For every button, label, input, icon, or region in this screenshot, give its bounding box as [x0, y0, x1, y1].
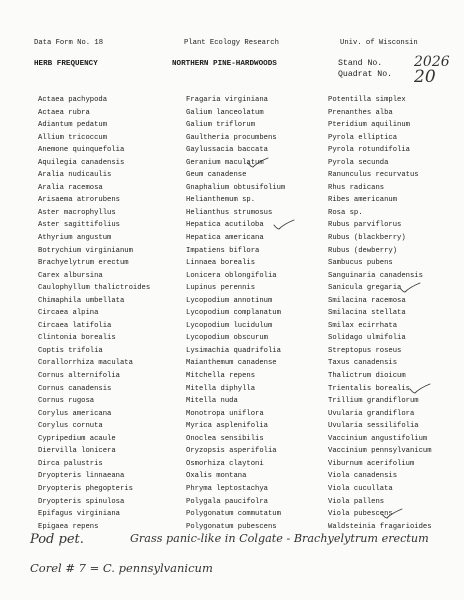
species-entry	[186, 483, 285, 496]
species-name: Ranunculus recurvatus	[328, 171, 419, 180]
species-name: Dryopteris linnaeana	[38, 472, 125, 481]
species-entry	[186, 470, 285, 483]
species-entry	[328, 270, 432, 283]
species-entry	[38, 395, 150, 408]
species-entry	[38, 433, 150, 446]
species-name: Oxalis montana	[186, 472, 247, 481]
species-name: Vaccinium angustifolium	[328, 434, 428, 443]
species-name: Uvularia sessilifolia	[328, 422, 419, 431]
species-name: Viola pubescens	[328, 510, 393, 519]
species-name: Clintonia borealis	[38, 334, 116, 343]
species-name: Aster macrophyllus	[38, 208, 116, 217]
species-name: Maianthemum canadense	[186, 359, 277, 368]
species-name: Solidago ulmifolia	[328, 334, 406, 343]
species-entry	[38, 458, 150, 471]
species-entry	[328, 282, 432, 295]
species-entry	[38, 420, 150, 433]
species-name: Uvularia grandiflora	[328, 409, 415, 418]
species-entry	[328, 445, 432, 458]
species-name: Epigaea repens	[38, 522, 99, 531]
species-name: Aquilegia canadensis	[38, 158, 125, 167]
species-name: Rosa sp.	[328, 208, 363, 217]
species-entry	[328, 332, 432, 345]
species-entry	[186, 508, 285, 521]
species-name: Ribes americanum	[328, 196, 398, 205]
species-entry	[186, 270, 285, 283]
species-name: Waldsteinia fragarioides	[328, 522, 432, 531]
stand-label: Stand No.	[338, 59, 383, 68]
species-name: Gaultheria procumbens	[186, 133, 277, 142]
species-name: Mitella nuda	[186, 397, 238, 406]
species-name: Pyrola secunda	[328, 158, 389, 167]
species-name: Streptopus roseus	[328, 346, 402, 355]
species-name: Polygonatum pubescens	[186, 522, 277, 531]
species-entry	[38, 357, 150, 370]
species-entry	[38, 270, 150, 283]
species-name: Aster sagittifolius	[38, 221, 120, 230]
species-entry	[38, 445, 150, 458]
species-name: Dryopteris phegopteris	[38, 484, 133, 493]
species-entry	[186, 420, 285, 433]
species-name: Brachyelytrum erectum	[38, 259, 129, 268]
species-entry	[186, 345, 285, 358]
species-entry	[328, 383, 432, 396]
species-name: Circaea alpina	[38, 309, 99, 318]
species-entry	[38, 207, 150, 220]
species-entry	[38, 169, 150, 182]
species-entry	[186, 332, 285, 345]
species-name: Cypripedium acaule	[38, 434, 116, 443]
species-entry	[38, 408, 150, 421]
species-entry	[328, 307, 432, 320]
quadrat-number-handwritten: 20	[414, 67, 436, 87]
species-column-2	[186, 94, 285, 533]
species-name: Actaea pachypoda	[38, 96, 108, 104]
species-name: Galium lanceolatum	[186, 108, 264, 117]
organization: Plant Ecology Research	[184, 39, 279, 47]
species-name: Aralia nudicaulis	[38, 171, 112, 180]
species-entry	[186, 107, 285, 120]
species-name: Athyrium angustum	[38, 234, 112, 243]
species-name: Rhus radicans	[328, 183, 385, 192]
species-entry	[328, 458, 432, 471]
species-entry	[328, 232, 432, 245]
species-name: Coptis trifolia	[38, 346, 103, 355]
species-entry	[328, 119, 432, 132]
species-entry	[328, 219, 432, 232]
species-entry	[38, 483, 150, 496]
species-name: Gaylussacia baccata	[186, 146, 268, 155]
species-entry	[328, 470, 432, 483]
species-name: Caulophyllum thalictroides	[38, 284, 151, 293]
species-name: Anemone quinquefolia	[38, 146, 125, 155]
forest-type: NORTHERN PINE-HARDWOODS	[172, 60, 277, 68]
species-entry	[186, 307, 285, 320]
species-entry	[186, 295, 285, 308]
species-entry	[328, 107, 432, 120]
species-name: Polygonatum commutatum	[186, 510, 281, 519]
species-name: Helianthemum sp.	[186, 196, 256, 205]
species-name: Prenanthes alba	[328, 108, 393, 117]
handwritten-note-1: Pod pet.	[30, 532, 84, 547]
species-name: Allium tricoccum	[38, 133, 108, 142]
species-name: Trillium grandiflorum	[328, 397, 419, 406]
species-entry	[38, 144, 150, 157]
species-entry	[38, 257, 150, 270]
check-mark-icon	[408, 383, 432, 395]
species-entry	[186, 94, 285, 107]
species-entry	[38, 370, 150, 383]
species-name: Adiantum pedatum	[38, 121, 108, 130]
species-name: Corallorrhiza maculata	[38, 359, 133, 368]
species-name: Viola canadensis	[328, 472, 398, 481]
species-entry	[328, 357, 432, 370]
species-entry	[328, 157, 432, 170]
species-name: Corylus americana	[38, 409, 112, 418]
species-entry	[328, 182, 432, 195]
species-entry	[38, 107, 150, 120]
species-name: Linnaea borealis	[186, 259, 256, 268]
species-name: Osmorhiza claytoni	[186, 459, 264, 468]
species-entry	[328, 345, 432, 358]
species-name: Viola cucullata	[328, 484, 393, 493]
species-name: Geum canadense	[186, 171, 247, 180]
species-entry	[328, 395, 432, 408]
species-entry	[328, 508, 432, 521]
species-name: Taxus canadensis	[328, 359, 398, 368]
species-name: Smilacina stellata	[328, 309, 406, 318]
species-entry	[186, 383, 285, 396]
species-entry	[38, 508, 150, 521]
species-entry	[328, 257, 432, 270]
species-name: Viola pallens	[328, 497, 385, 506]
species-entry	[328, 408, 432, 421]
check-mark-icon	[398, 282, 422, 294]
species-name: Corylus cornuta	[38, 422, 103, 431]
species-entry	[38, 182, 150, 195]
handwritten-note-2: Grass panic-like in Colgate - Brachyelytrum erectum	[130, 532, 429, 545]
species-name: Lupinus perennis	[186, 284, 256, 293]
species-name: Smilacina racemosa	[328, 296, 406, 305]
species-name: Aralia racemosa	[38, 183, 103, 192]
species-name: Hepatica americana	[186, 234, 264, 243]
species-entry	[186, 194, 285, 207]
species-entry	[38, 332, 150, 345]
species-entry	[38, 295, 150, 308]
species-entry	[186, 408, 285, 421]
species-name: Chimaphila umbellata	[38, 296, 125, 305]
species-entry	[328, 94, 432, 107]
species-name: Pyrola elliptica	[328, 133, 398, 142]
species-name: Cornus rugosa	[38, 397, 95, 406]
form-title: HERB FREQUENCY	[34, 60, 98, 68]
species-entry	[328, 496, 432, 509]
species-entry	[186, 169, 285, 182]
species-name: Pteridium aquilinum	[328, 121, 410, 130]
species-name: Arisaema atrorubens	[38, 196, 120, 205]
species-entry	[328, 483, 432, 496]
species-name: Sambucus pubens	[328, 259, 393, 268]
species-entry	[38, 119, 150, 132]
species-entry	[38, 320, 150, 333]
species-name: Viburnum acerifolium	[328, 459, 415, 468]
species-entry	[328, 320, 432, 333]
species-entry	[38, 219, 150, 232]
species-entry	[38, 496, 150, 509]
species-entry	[38, 470, 150, 483]
handwritten-note-3: Corel # 7 = C. pennsylvanicum	[30, 561, 213, 575]
species-name: Lycopodium lucidulum	[186, 321, 273, 330]
species-entry	[38, 383, 150, 396]
species-name: Circaea latifolia	[38, 321, 112, 330]
species-name: Sanguinaria canadensis	[328, 271, 423, 280]
check-mark-icon	[272, 219, 296, 231]
species-name: Monotropa uniflora	[186, 409, 264, 418]
species-name: Rubus (blackberry)	[328, 234, 406, 243]
species-name: Vaccinium pennsylvanicum	[328, 447, 432, 456]
species-entry	[328, 194, 432, 207]
species-name: Epifagus virginiana	[38, 510, 120, 519]
species-entry	[186, 157, 285, 170]
species-entry	[328, 132, 432, 145]
species-name: Lysimachia quadrifolia	[186, 346, 281, 355]
species-entry	[38, 307, 150, 320]
species-name: Rubus parviflorus	[328, 221, 402, 230]
species-entry	[186, 219, 285, 232]
species-entry	[328, 370, 432, 383]
species-name: Actaea rubra	[38, 108, 90, 117]
species-entry	[328, 295, 432, 308]
form-number: Data Form No. 18	[34, 39, 104, 47]
species-entry	[186, 207, 285, 220]
university: Univ. of Wisconsin	[340, 39, 418, 47]
species-name: Mitella diphylla	[186, 384, 256, 393]
species-name: Lonicera oblongifolia	[186, 271, 277, 280]
species-entry	[186, 144, 285, 157]
species-entry	[38, 282, 150, 295]
species-entry	[186, 433, 285, 446]
species-entry	[328, 245, 432, 258]
quadrat-label: Quadrat No.	[338, 70, 393, 79]
species-name: Botrychium virginianum	[38, 246, 133, 255]
species-entry	[38, 245, 150, 258]
species-name: Phryma leptostachya	[186, 484, 268, 493]
species-entry	[186, 257, 285, 270]
species-name: Diervilla lonicera	[38, 447, 116, 456]
species-entry	[38, 157, 150, 170]
species-name: Mitchella repens	[186, 372, 256, 381]
species-entry	[186, 232, 285, 245]
species-entry	[186, 496, 285, 509]
species-entry	[38, 94, 150, 107]
check-mark-icon	[380, 508, 404, 520]
species-column-3	[328, 94, 432, 533]
species-name: Myrica asplenifolia	[186, 422, 268, 431]
species-name: Lycopodium complanatum	[186, 309, 281, 318]
species-name: Onoclea sensibilis	[186, 434, 264, 443]
check-mark-icon	[246, 157, 270, 169]
species-entry	[38, 132, 150, 145]
species-name: Galium triflorum	[186, 121, 256, 130]
species-entry	[38, 194, 150, 207]
species-entry	[186, 182, 285, 195]
species-name: Potentilla simplex	[328, 96, 406, 104]
species-entry	[38, 345, 150, 358]
species-entry	[186, 370, 285, 383]
species-name: Lycopodium obscurum	[186, 334, 268, 343]
species-entry	[328, 433, 432, 446]
species-name: Hepatica acutiloba	[186, 221, 264, 230]
species-entry	[186, 445, 285, 458]
species-name: Helianthus strumosus	[186, 208, 273, 217]
species-entry	[186, 395, 285, 408]
species-name: Impatiens biflora	[186, 246, 260, 255]
species-name: Lycopodium annotinum	[186, 296, 273, 305]
species-name: Smilax ecirrhata	[328, 321, 398, 330]
stand-number-handwritten: 2026	[414, 54, 450, 70]
species-name: Trientalis borealis	[328, 384, 410, 393]
species-entry	[328, 420, 432, 433]
species-entry	[328, 144, 432, 157]
species-entry	[186, 119, 285, 132]
species-entry	[186, 132, 285, 145]
species-name: Geranium maculatum	[186, 158, 264, 167]
species-name: Fragaria virginiana	[186, 96, 268, 104]
species-name: Cornus alternifolia	[38, 372, 120, 381]
species-name: Pyrola rotundifolia	[328, 146, 410, 155]
species-entry	[38, 232, 150, 245]
species-entry	[186, 282, 285, 295]
species-name: Thalictrum dioicum	[328, 372, 406, 381]
species-column-1	[38, 94, 150, 533]
species-name: Polygala paucifolra	[186, 497, 268, 506]
species-name: Dirca palustris	[38, 459, 103, 468]
species-entry	[186, 245, 285, 258]
species-name: Rubus (dewberry)	[328, 246, 398, 255]
species-name: Dryopteris spinulosa	[38, 497, 125, 506]
species-entry	[186, 357, 285, 370]
species-name: Cornus canadensis	[38, 384, 112, 393]
species-entry	[328, 169, 432, 182]
species-name: Carex albursina	[38, 271, 103, 280]
species-entry	[328, 207, 432, 220]
species-name: Gnaphalium obtusifolium	[186, 183, 286, 192]
species-name: Oryzopsis asperifolia	[186, 447, 277, 456]
species-entry	[186, 458, 285, 471]
species-entry	[186, 320, 285, 333]
species-name: Sanicula gregaria	[328, 284, 402, 293]
